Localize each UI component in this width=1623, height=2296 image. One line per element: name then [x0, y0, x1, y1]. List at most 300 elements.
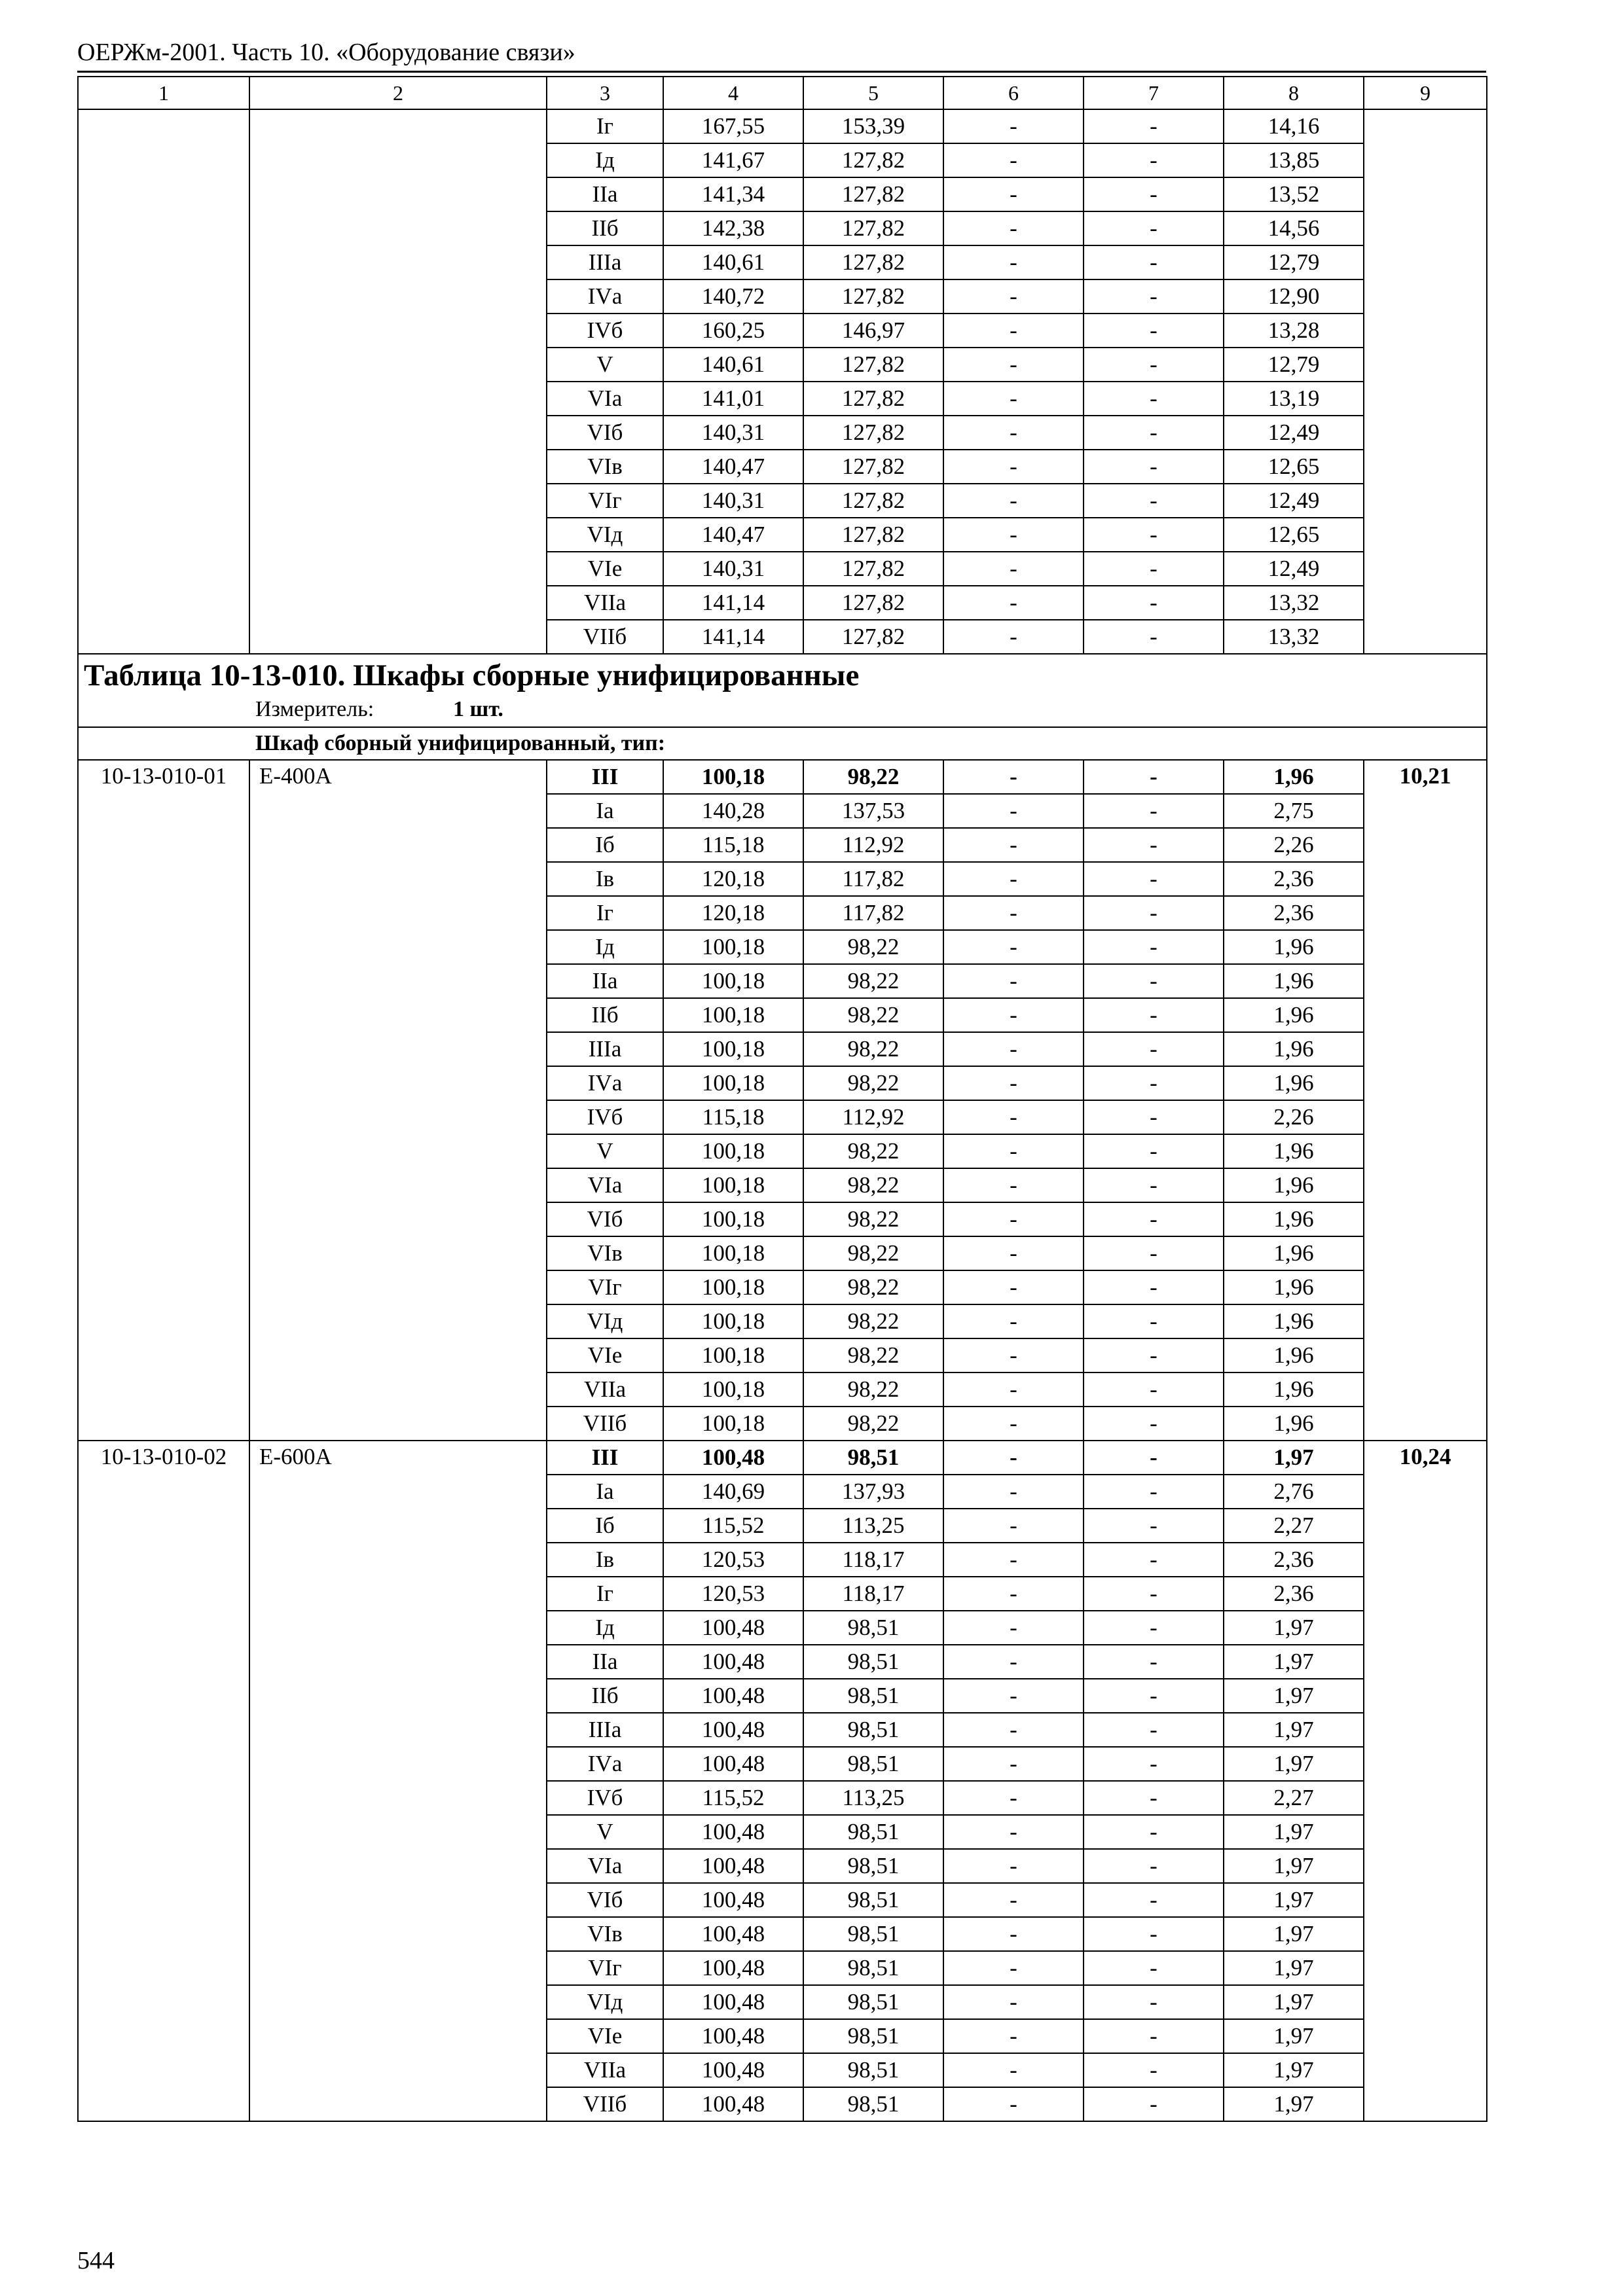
- cell-col-8: 1,96: [1224, 930, 1364, 964]
- cell-col-6: -: [943, 2053, 1084, 2087]
- cell-col-3: VIIб: [547, 620, 663, 654]
- table-title-row: [78, 654, 1487, 727]
- cell-col-8: 13,32: [1224, 620, 1364, 654]
- cell-col-5: 98,22: [803, 760, 943, 794]
- cell-col-6: -: [943, 382, 1084, 416]
- cell-col-5: 98,51: [803, 2087, 943, 2121]
- cell-col-5: 98,22: [803, 1236, 943, 1270]
- cell-col-8: 2,75: [1224, 794, 1364, 828]
- cell-col-7: -: [1084, 552, 1224, 586]
- cell-col-4: 100,48: [663, 1611, 803, 1645]
- item-code: 10-13-010-01: [78, 760, 249, 1441]
- cell-col-4: 100,48: [663, 1747, 803, 1781]
- cell-col-5: 127,82: [803, 552, 943, 586]
- cell-col-3: VIг: [547, 1951, 663, 1985]
- cell-col-5: 127,82: [803, 279, 943, 314]
- cell-col-4: 141,01: [663, 382, 803, 416]
- cell-col-7: -: [1084, 1134, 1224, 1168]
- cell-col-5: 127,82: [803, 211, 943, 245]
- cell-col-4: 140,31: [663, 484, 803, 518]
- cell-col-6: -: [943, 1372, 1084, 1407]
- cell-col-3: Iг: [547, 109, 663, 143]
- blank-cell-col-2: [249, 109, 547, 654]
- cell-col-4: 120,18: [663, 896, 803, 930]
- cell-col-3: Iд: [547, 930, 663, 964]
- cell-col-8: 13,85: [1224, 143, 1364, 177]
- cell-col-6: -: [943, 1475, 1084, 1509]
- item-code: 10-13-010-02: [78, 1441, 249, 2121]
- cell-col-5: 98,51: [803, 1951, 943, 1985]
- cell-col-3: III: [547, 760, 663, 794]
- cell-col-8: 1,96: [1224, 998, 1364, 1032]
- cell-col-4: 115,18: [663, 1100, 803, 1134]
- cell-col-7: -: [1084, 1713, 1224, 1747]
- cell-col-5: 127,82: [803, 484, 943, 518]
- cell-col-5: 98,51: [803, 1849, 943, 1883]
- cell-col-3: VIе: [547, 1338, 663, 1372]
- cell-col-8: 13,19: [1224, 382, 1364, 416]
- cell-col-5: 98,51: [803, 1441, 943, 1475]
- cell-col-6: -: [943, 1338, 1084, 1372]
- cell-col-4: 115,52: [663, 1781, 803, 1815]
- cell-col-6: -: [943, 109, 1084, 143]
- cell-col-7: -: [1084, 1645, 1224, 1679]
- cell-col-3: VIг: [547, 1270, 663, 1304]
- cell-col-7: -: [1084, 1577, 1224, 1611]
- cell-col-7: -: [1084, 484, 1224, 518]
- cell-col-3: IVб: [547, 314, 663, 348]
- cell-col-7: -: [1084, 2087, 1224, 2121]
- column-number: 7: [1084, 77, 1224, 109]
- cell-col-7: -: [1084, 998, 1224, 1032]
- cell-col-8: 1,97: [1224, 1815, 1364, 1849]
- cell-col-5: 98,51: [803, 1679, 943, 1713]
- blank-cell-col-1: [78, 109, 249, 654]
- cell-col-5: 98,22: [803, 1304, 943, 1338]
- cell-col-3: V: [547, 1815, 663, 1849]
- cell-col-7: -: [1084, 1475, 1224, 1509]
- cell-col-3: IIIа: [547, 245, 663, 279]
- cell-col-4: 100,18: [663, 998, 803, 1032]
- column-number: 1: [78, 77, 249, 109]
- cell-col-7: -: [1084, 1849, 1224, 1883]
- cell-col-7: -: [1084, 862, 1224, 896]
- cell-col-7: -: [1084, 2019, 1224, 2053]
- cell-col-7: -: [1084, 1611, 1224, 1645]
- subheader: Шкаф сборный унифицированный, тип:: [78, 727, 1487, 760]
- cell-col-3: VIIа: [547, 2053, 663, 2087]
- cell-col-6: -: [943, 1849, 1084, 1883]
- cell-col-8: 2,27: [1224, 1509, 1364, 1543]
- table-title: Таблица 10-13-010. Шкафы сборные унифицированные: [84, 658, 860, 692]
- cell-col-3: V: [547, 1134, 663, 1168]
- cell-col-4: 141,67: [663, 143, 803, 177]
- cell-col-4: 140,31: [663, 416, 803, 450]
- page-number: 544: [77, 2247, 115, 2274]
- cell-col-5: 137,53: [803, 794, 943, 828]
- table-row: [78, 760, 1487, 794]
- cell-col-6: -: [943, 1883, 1084, 1917]
- cell-col-3: IIа: [547, 964, 663, 998]
- cell-col-6: -: [943, 1236, 1084, 1270]
- cell-col-7: -: [1084, 1679, 1224, 1713]
- cell-col-4: 140,31: [663, 552, 803, 586]
- cell-col-3: VIе: [547, 552, 663, 586]
- cell-col-5: 127,82: [803, 620, 943, 654]
- cell-col-6: -: [943, 1679, 1084, 1713]
- cell-col-7: -: [1084, 1032, 1224, 1066]
- cell-col-3: VIIа: [547, 1372, 663, 1407]
- measure-value: 1 шт.: [453, 697, 503, 721]
- cell-col-5: 98,51: [803, 1611, 943, 1645]
- cell-col-7: -: [1084, 1747, 1224, 1781]
- cell-col-8: 1,96: [1224, 1134, 1364, 1168]
- cell-col-5: 98,22: [803, 1066, 943, 1100]
- cell-col-8: 1,97: [1224, 1747, 1364, 1781]
- cell-col-6: -: [943, 862, 1084, 896]
- cell-col-3: III: [547, 1441, 663, 1475]
- cell-col-7: -: [1084, 348, 1224, 382]
- cell-col-4: 100,48: [663, 1849, 803, 1883]
- cell-col-5: 98,22: [803, 964, 943, 998]
- cell-col-6: -: [943, 1951, 1084, 1985]
- cell-col-3: IIб: [547, 998, 663, 1032]
- cell-col-5: 98,22: [803, 998, 943, 1032]
- cell-col-5: 98,51: [803, 1713, 943, 1747]
- cell-col-7: -: [1084, 143, 1224, 177]
- cell-col-6: -: [943, 1781, 1084, 1815]
- cell-col-8: 1,96: [1224, 760, 1364, 794]
- cell-col-7: -: [1084, 1781, 1224, 1815]
- cell-col-4: 100,18: [663, 1168, 803, 1202]
- cell-col-7: -: [1084, 964, 1224, 998]
- cell-col-6: -: [943, 760, 1084, 794]
- cell-col-4: 100,48: [663, 2087, 803, 2121]
- cell-col-4: 120,53: [663, 1577, 803, 1611]
- cell-col-7: -: [1084, 760, 1224, 794]
- cell-col-8: 13,28: [1224, 314, 1364, 348]
- cell-col-8: 14,56: [1224, 211, 1364, 245]
- cell-col-4: 140,61: [663, 245, 803, 279]
- measure-line: [84, 696, 1481, 723]
- cell-col-5: 98,51: [803, 1815, 943, 1849]
- cell-col-7: -: [1084, 1202, 1224, 1236]
- blank-cell-col-9: [1364, 109, 1487, 654]
- cell-col-8: 1,96: [1224, 1202, 1364, 1236]
- cell-col-5: 98,22: [803, 1372, 943, 1407]
- cell-col-6: -: [943, 1066, 1084, 1100]
- cell-col-7: -: [1084, 518, 1224, 552]
- table-row: [78, 1441, 1487, 1475]
- cell-col-7: -: [1084, 1100, 1224, 1134]
- cell-col-7: -: [1084, 314, 1224, 348]
- cell-col-5: 98,22: [803, 1270, 943, 1304]
- cell-col-3: IIIа: [547, 1032, 663, 1066]
- cell-col-4: 160,25: [663, 314, 803, 348]
- cell-col-3: Iа: [547, 794, 663, 828]
- cell-col-5: 118,17: [803, 1543, 943, 1577]
- cell-col-5: 118,17: [803, 1577, 943, 1611]
- cell-col-3: VIIб: [547, 2087, 663, 2121]
- cell-col-7: -: [1084, 1951, 1224, 1985]
- cell-col-4: 100,18: [663, 930, 803, 964]
- cell-col-3: IIб: [547, 211, 663, 245]
- cell-col-3: Iд: [547, 143, 663, 177]
- cell-col-4: 100,18: [663, 1338, 803, 1372]
- cell-col-4: 140,72: [663, 279, 803, 314]
- cell-col-6: -: [943, 1270, 1084, 1304]
- cell-col-7: -: [1084, 828, 1224, 862]
- cell-col-5: 98,51: [803, 2019, 943, 2053]
- cell-col-5: 112,92: [803, 828, 943, 862]
- cell-col-7: -: [1084, 1985, 1224, 2019]
- cell-col-5: 98,22: [803, 1407, 943, 1441]
- cell-col-8: 1,96: [1224, 1372, 1364, 1407]
- cell-col-4: 100,18: [663, 1407, 803, 1441]
- cell-col-8: 1,97: [1224, 1985, 1364, 2019]
- cell-col-6: -: [943, 1509, 1084, 1543]
- cell-col-3: Iб: [547, 1509, 663, 1543]
- cell-col-5: 98,51: [803, 1883, 943, 1917]
- cell-col-8: 2,36: [1224, 1543, 1364, 1577]
- cell-col-5: 117,82: [803, 862, 943, 896]
- cell-col-4: 100,18: [663, 1270, 803, 1304]
- cell-col-8: 1,96: [1224, 964, 1364, 998]
- cell-col-5: 127,82: [803, 586, 943, 620]
- cell-col-4: 141,14: [663, 620, 803, 654]
- cell-col-3: IIIа: [547, 1713, 663, 1747]
- cell-col-3: VIб: [547, 416, 663, 450]
- cell-col-5: 98,22: [803, 1168, 943, 1202]
- cell-col-8: 1,96: [1224, 1338, 1364, 1372]
- cell-col-7: -: [1084, 1543, 1224, 1577]
- cell-col-3: IVб: [547, 1100, 663, 1134]
- cell-col-6: -: [943, 1917, 1084, 1951]
- cell-col-5: 98,51: [803, 1985, 943, 2019]
- cell-col-3: Iа: [547, 1475, 663, 1509]
- cell-col-8: 1,97: [1224, 1611, 1364, 1645]
- cell-col-6: -: [943, 1202, 1084, 1236]
- cell-col-4: 100,48: [663, 2019, 803, 2053]
- cell-col-6: -: [943, 1747, 1084, 1781]
- column-number: 2: [249, 77, 547, 109]
- cell-col-6: -: [943, 1543, 1084, 1577]
- cell-col-8: 2,36: [1224, 896, 1364, 930]
- cell-col-5: 127,82: [803, 518, 943, 552]
- column-number: 3: [547, 77, 663, 109]
- cell-col-8: 2,27: [1224, 1781, 1364, 1815]
- cell-col-3: Iв: [547, 862, 663, 896]
- subheader-row: [78, 727, 1487, 760]
- col9-value: 10,24: [1364, 1441, 1487, 2121]
- cell-col-8: 12,65: [1224, 518, 1364, 552]
- cell-col-4: 100,18: [663, 1372, 803, 1407]
- column-number: 6: [943, 77, 1084, 109]
- cell-col-3: VIIб: [547, 1407, 663, 1441]
- cell-col-6: -: [943, 1713, 1084, 1747]
- cell-col-6: -: [943, 2087, 1084, 2121]
- cell-col-6: -: [943, 1645, 1084, 1679]
- cell-col-6: -: [943, 794, 1084, 828]
- column-number: 5: [803, 77, 943, 109]
- cell-col-6: -: [943, 314, 1084, 348]
- cell-col-8: 1,96: [1224, 1407, 1364, 1441]
- cell-col-7: -: [1084, 1270, 1224, 1304]
- cell-col-8: 12,79: [1224, 245, 1364, 279]
- cell-col-6: -: [943, 930, 1084, 964]
- cell-col-8: 1,97: [1224, 1441, 1364, 1475]
- cell-col-6: -: [943, 1815, 1084, 1849]
- cell-col-8: 14,16: [1224, 109, 1364, 143]
- cell-col-6: -: [943, 1441, 1084, 1475]
- cell-col-6: -: [943, 416, 1084, 450]
- cell-col-6: -: [943, 620, 1084, 654]
- cell-col-5: 153,39: [803, 109, 943, 143]
- cell-col-3: IVа: [547, 1747, 663, 1781]
- cell-col-3: VIд: [547, 1985, 663, 2019]
- cell-col-6: -: [943, 177, 1084, 211]
- cell-col-5: 98,51: [803, 1917, 943, 1951]
- cell-col-7: -: [1084, 279, 1224, 314]
- cell-col-7: -: [1084, 1509, 1224, 1543]
- cell-col-8: 1,97: [1224, 1679, 1364, 1713]
- cell-col-8: 1,96: [1224, 1168, 1364, 1202]
- cell-col-8: 1,96: [1224, 1270, 1364, 1304]
- cell-col-3: VIв: [547, 1917, 663, 1951]
- cell-col-5: 127,82: [803, 416, 943, 450]
- cell-col-5: 98,22: [803, 1032, 943, 1066]
- cell-col-7: -: [1084, 1066, 1224, 1100]
- cell-col-3: VIб: [547, 1202, 663, 1236]
- cell-col-8: 2,26: [1224, 1100, 1364, 1134]
- cell-col-3: IVа: [547, 1066, 663, 1100]
- cell-col-4: 115,52: [663, 1509, 803, 1543]
- cell-col-5: 98,51: [803, 1645, 943, 1679]
- cell-col-3: VIа: [547, 382, 663, 416]
- cell-col-3: VIа: [547, 1168, 663, 1202]
- cell-col-8: 1,96: [1224, 1066, 1364, 1100]
- cell-col-4: 100,48: [663, 1441, 803, 1475]
- cell-col-6: -: [943, 552, 1084, 586]
- cell-col-6: -: [943, 211, 1084, 245]
- cell-col-4: 100,18: [663, 1032, 803, 1066]
- cell-col-8: 2,36: [1224, 862, 1364, 896]
- cell-col-6: -: [943, 828, 1084, 862]
- cell-col-3: Iб: [547, 828, 663, 862]
- cell-col-6: -: [943, 1985, 1084, 2019]
- cell-col-6: -: [943, 348, 1084, 382]
- cell-col-6: -: [943, 279, 1084, 314]
- cell-col-3: VIIа: [547, 586, 663, 620]
- cell-col-7: -: [1084, 620, 1224, 654]
- cell-col-3: VIд: [547, 1304, 663, 1338]
- cell-col-5: 127,82: [803, 177, 943, 211]
- cell-col-4: 100,48: [663, 1679, 803, 1713]
- cell-col-5: 127,82: [803, 348, 943, 382]
- cell-col-3: VIв: [547, 450, 663, 484]
- cell-col-4: 140,61: [663, 348, 803, 382]
- cell-col-3: IIб: [547, 1679, 663, 1713]
- cell-col-8: 2,26: [1224, 828, 1364, 862]
- cell-col-4: 140,69: [663, 1475, 803, 1509]
- cell-col-5: 98,22: [803, 930, 943, 964]
- cell-col-4: 100,48: [663, 1883, 803, 1917]
- cell-col-7: -: [1084, 586, 1224, 620]
- cell-col-6: -: [943, 1134, 1084, 1168]
- cell-col-8: 1,97: [1224, 2053, 1364, 2087]
- cell-col-7: -: [1084, 245, 1224, 279]
- cell-col-5: 127,82: [803, 245, 943, 279]
- cell-col-6: -: [943, 1407, 1084, 1441]
- cell-col-8: 1,96: [1224, 1032, 1364, 1066]
- cell-col-8: 2,36: [1224, 1577, 1364, 1611]
- cell-col-6: -: [943, 450, 1084, 484]
- cell-col-7: -: [1084, 416, 1224, 450]
- cell-col-4: 100,48: [663, 2053, 803, 2087]
- cell-col-4: 100,18: [663, 964, 803, 998]
- item-name: Е-600А: [249, 1441, 547, 2121]
- cell-col-3: VIв: [547, 1236, 663, 1270]
- cell-col-5: 98,22: [803, 1134, 943, 1168]
- cell-col-4: 120,18: [663, 862, 803, 896]
- cell-col-8: 1,97: [1224, 1645, 1364, 1679]
- cell-col-7: -: [1084, 109, 1224, 143]
- cell-col-4: 100,48: [663, 1951, 803, 1985]
- cell-col-7: -: [1084, 1917, 1224, 1951]
- cell-col-7: -: [1084, 930, 1224, 964]
- cell-col-6: -: [943, 1611, 1084, 1645]
- cell-col-3: VIд: [547, 518, 663, 552]
- cell-col-8: 1,97: [1224, 2087, 1364, 2121]
- cell-col-7: -: [1084, 896, 1224, 930]
- cell-col-3: Iг: [547, 1577, 663, 1611]
- cell-col-4: 141,14: [663, 586, 803, 620]
- cell-col-7: -: [1084, 382, 1224, 416]
- cell-col-7: -: [1084, 1168, 1224, 1202]
- cell-col-7: -: [1084, 450, 1224, 484]
- cell-col-4: 100,18: [663, 760, 803, 794]
- cell-col-7: -: [1084, 1441, 1224, 1475]
- cell-col-6: -: [943, 1100, 1084, 1134]
- cell-col-8: 13,32: [1224, 586, 1364, 620]
- cell-col-5: 98,51: [803, 1747, 943, 1781]
- cell-col-8: 1,97: [1224, 1917, 1364, 1951]
- cell-col-4: 100,48: [663, 1713, 803, 1747]
- cell-col-4: 100,18: [663, 1304, 803, 1338]
- cell-col-4: 141,34: [663, 177, 803, 211]
- cell-col-3: VIа: [547, 1849, 663, 1883]
- cell-col-4: 115,18: [663, 828, 803, 862]
- cell-col-8: 12,65: [1224, 450, 1364, 484]
- cell-col-6: -: [943, 1304, 1084, 1338]
- cell-col-8: 13,52: [1224, 177, 1364, 211]
- cell-col-8: 1,97: [1224, 1951, 1364, 1985]
- cell-col-6: -: [943, 586, 1084, 620]
- cell-col-8: 1,97: [1224, 1883, 1364, 1917]
- norms-table: [77, 76, 1487, 2122]
- cell-col-7: -: [1084, 1815, 1224, 1849]
- column-number-row: [78, 77, 1487, 109]
- cell-col-6: -: [943, 2019, 1084, 2053]
- cell-col-3: IIа: [547, 177, 663, 211]
- cell-col-3: VIе: [547, 2019, 663, 2053]
- cell-col-4: 100,18: [663, 1066, 803, 1100]
- cell-col-4: 100,18: [663, 1202, 803, 1236]
- cell-col-7: -: [1084, 1338, 1224, 1372]
- cell-col-4: 100,18: [663, 1236, 803, 1270]
- cell-col-5: 98,22: [803, 1202, 943, 1236]
- cell-col-3: VIг: [547, 484, 663, 518]
